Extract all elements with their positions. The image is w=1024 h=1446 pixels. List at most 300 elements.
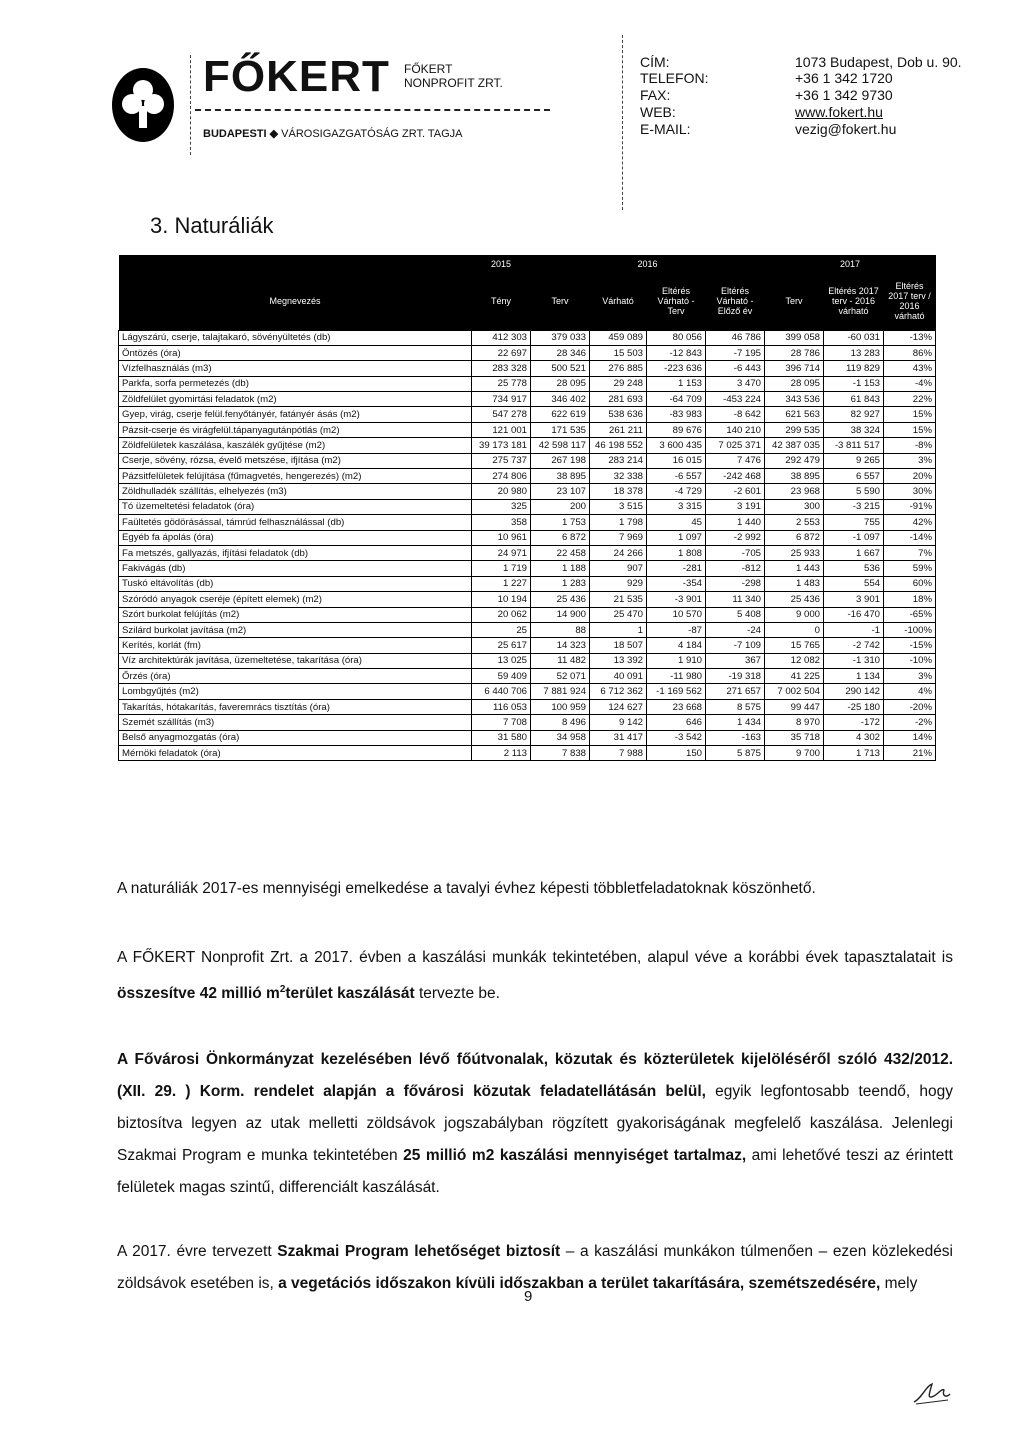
table-row xyxy=(119,484,936,499)
row-value: 276 885 xyxy=(590,361,647,376)
contact-label-email: E-MAIL: xyxy=(640,121,691,137)
row-label: Lombgyűjtés (m2) xyxy=(119,684,472,699)
row-value: -12 843 xyxy=(647,345,706,360)
row-value: -812 xyxy=(706,561,765,576)
header-year-2017: 2017 xyxy=(765,255,936,273)
row-value: -3 901 xyxy=(647,592,706,607)
row-value: 3 901 xyxy=(824,592,884,607)
paragraph-2-bold-2: terület kaszálását xyxy=(285,985,415,1003)
row-value: 42 387 035 xyxy=(765,438,824,453)
row-label: Fakivágás (db) xyxy=(119,561,472,576)
row-value: 28 786 xyxy=(765,345,824,360)
row-value: 1 753 xyxy=(531,515,590,530)
row-value: 621 563 xyxy=(765,407,824,422)
row-value: 100 959 xyxy=(531,699,590,714)
row-value: 622 619 xyxy=(531,407,590,422)
row-value: -3 811 517 xyxy=(824,438,884,453)
row-value: 18 507 xyxy=(590,638,647,653)
row-value: 140 210 xyxy=(706,422,765,437)
row-value: -14% xyxy=(884,530,936,545)
contact-value-phone: +36 1 342 1720 xyxy=(795,70,893,86)
paragraph-3-bold: A Fővárosi Önkormányzat kezelésében lévő főútvonalak, közutak és közterületek kijelöléséről szóló 432/2012. (XII. 29. ) Korm. rendelet alapján a fővárosi közutak feladatellátásán belül, xyxy=(117,1051,953,1100)
row-value: -6 557 xyxy=(647,469,706,484)
contact-value-fax: +36 1 342 9730 xyxy=(795,87,893,103)
paragraph-3-bold-2: 25 millió m2 kaszálási mennyiséget tartalmaz, xyxy=(403,1147,747,1164)
row-value: 45 xyxy=(647,515,706,530)
row-value: 41 225 xyxy=(765,669,824,684)
contact-label-web: WEB: xyxy=(640,104,676,120)
row-value: 59% xyxy=(884,561,936,576)
row-label: Egyéb fa ápolás (óra) xyxy=(119,530,472,545)
row-value: 1 227 xyxy=(472,576,531,591)
row-value: 379 033 xyxy=(531,330,590,345)
row-value: 1 910 xyxy=(647,653,706,668)
row-value: 459 089 xyxy=(590,330,647,345)
row-value: 88 xyxy=(531,622,590,637)
row-value: 3% xyxy=(884,669,936,684)
contact-value-web[interactable]: www.fokert.hu xyxy=(795,104,883,120)
paragraph-2-bold: összesítve 42 millió m xyxy=(117,985,280,1003)
column-header: Várható xyxy=(590,273,647,330)
row-value: -242 468 xyxy=(706,469,765,484)
row-value: 325 xyxy=(472,499,531,514)
table-row xyxy=(119,592,936,607)
row-value: -64 709 xyxy=(647,392,706,407)
row-value: 7% xyxy=(884,545,936,560)
row-value: 86% xyxy=(884,345,936,360)
row-value: 734 917 xyxy=(472,392,531,407)
row-value: -1 153 xyxy=(824,376,884,391)
row-value: 25 470 xyxy=(590,607,647,622)
row-value: 16 015 xyxy=(647,453,706,468)
row-value: 22 458 xyxy=(531,545,590,560)
row-value: 536 xyxy=(824,561,884,576)
row-label: Szemét szállítás (m3) xyxy=(119,715,472,730)
row-value: 538 636 xyxy=(590,407,647,422)
table-row xyxy=(119,638,936,653)
row-value: -1 xyxy=(824,622,884,637)
row-value: 6 557 xyxy=(824,469,884,484)
row-label: Lágyszárú, cserje, talajtakaró, sövényültetés (db) xyxy=(119,330,472,345)
row-value: 500 521 xyxy=(531,361,590,376)
row-value: -60 031 xyxy=(824,330,884,345)
row-value: 1 188 xyxy=(531,561,590,576)
brand-sub-line1: FŐKERT xyxy=(404,62,453,76)
row-value: 8 970 xyxy=(765,715,824,730)
row-value: -3 542 xyxy=(647,730,706,745)
row-value: -354 xyxy=(647,576,706,591)
row-label: Pázsit-cserje és virágfelül.tápanyagutánpótlás (m2) xyxy=(119,422,472,437)
row-value: 412 303 xyxy=(472,330,531,345)
row-value: 4 302 xyxy=(824,730,884,745)
row-value: 7 476 xyxy=(706,453,765,468)
column-header: Megnevezés xyxy=(119,273,472,330)
row-value: 3 315 xyxy=(647,499,706,514)
table-row xyxy=(119,453,936,468)
column-header: Eltérés Várható - Előző év xyxy=(706,273,765,330)
row-value: 4% xyxy=(884,684,936,699)
row-value: -298 xyxy=(706,576,765,591)
brand-subtitle xyxy=(404,62,503,90)
row-value: 7 969 xyxy=(590,530,647,545)
row-value: -223 636 xyxy=(647,361,706,376)
row-value: 89 676 xyxy=(647,422,706,437)
row-value: -7 195 xyxy=(706,345,765,360)
row-value: 3% xyxy=(884,453,936,468)
table-row xyxy=(119,330,936,345)
row-value: 292 479 xyxy=(765,453,824,468)
column-header: Tény xyxy=(472,273,531,330)
row-value: 1 719 xyxy=(472,561,531,576)
header-empty xyxy=(119,255,472,273)
row-value: 1 097 xyxy=(647,530,706,545)
row-value: 7 988 xyxy=(590,746,647,761)
row-value: 38 895 xyxy=(531,469,590,484)
table-row xyxy=(119,345,936,360)
row-label: Kerítés, korlát (fm) xyxy=(119,638,472,653)
paragraph-4-bold: Szakmai Program lehetőséget biztosít xyxy=(277,1243,561,1260)
table-row xyxy=(119,746,936,761)
paragraph-3-text-end: ami lehetővé teszi az érintett felületek magas szintű, differenciált kaszálását. xyxy=(117,1147,953,1196)
row-value: 7 002 504 xyxy=(765,684,824,699)
row-value: 59 409 xyxy=(472,669,531,684)
row-value: 3 515 xyxy=(590,499,647,514)
initials-signature-icon xyxy=(912,1380,952,1406)
row-value: 343 536 xyxy=(765,392,824,407)
row-value: 290 142 xyxy=(824,684,884,699)
row-value: 8 496 xyxy=(531,715,590,730)
row-value: 38 324 xyxy=(824,422,884,437)
column-header: Eltérés 2017 terv - 2016 várható xyxy=(824,273,884,330)
header-dashed-rule xyxy=(195,109,550,111)
row-value: 31 580 xyxy=(472,730,531,745)
row-value: 31 417 xyxy=(590,730,647,745)
header-year-2016: 2016 xyxy=(531,255,765,273)
row-label: Belső anyagmozgatás (óra) xyxy=(119,730,472,745)
row-value: 116 053 xyxy=(472,699,531,714)
row-value: 11 482 xyxy=(531,653,590,668)
row-value: -65% xyxy=(884,607,936,622)
row-value: 1 443 xyxy=(765,561,824,576)
row-value: 24 266 xyxy=(590,545,647,560)
row-value: 10 961 xyxy=(472,530,531,545)
table-row xyxy=(119,669,936,684)
paragraph-2 xyxy=(117,942,953,1010)
row-value: 25 617 xyxy=(472,638,531,653)
row-value: 5 875 xyxy=(706,746,765,761)
row-label: Szórt burkolat felújítás (m2) xyxy=(119,607,472,622)
row-value: -16 470 xyxy=(824,607,884,622)
row-value: 261 211 xyxy=(590,422,647,437)
row-value: 283 214 xyxy=(590,453,647,468)
row-value: 300 xyxy=(765,499,824,514)
contact-label-fax: FAX: xyxy=(640,87,671,103)
row-value: 271 657 xyxy=(706,684,765,699)
row-value: 7 025 371 xyxy=(706,438,765,453)
row-value: -1 169 562 xyxy=(647,684,706,699)
row-value: -87 xyxy=(647,622,706,637)
row-value: 3 600 435 xyxy=(647,438,706,453)
table-row xyxy=(119,438,936,453)
fokert-logo-icon xyxy=(110,66,176,144)
table-row xyxy=(119,561,936,576)
tagline xyxy=(203,127,462,140)
page-number: 9 xyxy=(524,1288,533,1305)
column-header: Terv xyxy=(531,273,590,330)
row-value: 367 xyxy=(706,653,765,668)
row-value: 22 697 xyxy=(472,345,531,360)
paragraph-3 xyxy=(117,1044,953,1204)
row-value: -2 742 xyxy=(824,638,884,653)
tagline-rest: VÁROSIGAZGATÓSÁG ZRT. TAGJA xyxy=(281,128,463,140)
row-label: Parkfa, sorfa permetezés (db) xyxy=(119,376,472,391)
row-value: 7 838 xyxy=(531,746,590,761)
row-value: 15% xyxy=(884,422,936,437)
row-value: 38 895 xyxy=(765,469,824,484)
table-row xyxy=(119,530,936,545)
row-value: 1 153 xyxy=(647,376,706,391)
row-label: Öntözés (óra) xyxy=(119,345,472,360)
row-value: -7 109 xyxy=(706,638,765,653)
row-value: -20% xyxy=(884,699,936,714)
table-row xyxy=(119,607,936,622)
row-value: 11 340 xyxy=(706,592,765,607)
row-value: 82 927 xyxy=(824,407,884,422)
row-label: Tuskó eltávolítás (db) xyxy=(119,576,472,591)
row-value: 554 xyxy=(824,576,884,591)
row-value: 46 786 xyxy=(706,330,765,345)
row-value: 929 xyxy=(590,576,647,591)
row-value: -172 xyxy=(824,715,884,730)
row-value: 13 283 xyxy=(824,345,884,360)
row-value: 99 447 xyxy=(765,699,824,714)
row-value: 3 191 xyxy=(706,499,765,514)
row-value: 7 881 924 xyxy=(531,684,590,699)
table-row xyxy=(119,469,936,484)
row-value: 12 082 xyxy=(765,653,824,668)
table-row xyxy=(119,699,936,714)
row-label: Vízfelhasználás (m3) xyxy=(119,361,472,376)
row-value: -8% xyxy=(884,438,936,453)
row-value: 2 113 xyxy=(472,746,531,761)
row-value: 43% xyxy=(884,361,936,376)
row-value: -4% xyxy=(884,376,936,391)
header-year-2015: 2015 xyxy=(472,255,531,273)
row-value: 39 173 181 xyxy=(472,438,531,453)
row-value: 23 107 xyxy=(531,484,590,499)
row-value: 42 598 117 xyxy=(531,438,590,453)
table-row xyxy=(119,653,936,668)
row-value: 60% xyxy=(884,576,936,591)
row-label: Szilárd burkolat javítása (m2) xyxy=(119,622,472,637)
row-value: 14% xyxy=(884,730,936,745)
row-value: 646 xyxy=(647,715,706,730)
row-value: 150 xyxy=(647,746,706,761)
row-value: 9 265 xyxy=(824,453,884,468)
brand-sub-line2: NONPROFIT ZRT. xyxy=(404,76,503,90)
table-row xyxy=(119,361,936,376)
row-value: 1 798 xyxy=(590,515,647,530)
row-value: -4 729 xyxy=(647,484,706,499)
row-value: -705 xyxy=(706,545,765,560)
row-value: -163 xyxy=(706,730,765,745)
paragraph-4-text-2: – a kaszálási munkákon túlmenően – ezen közlekedési zöldsávok esetében is, xyxy=(117,1243,954,1292)
row-value: 18 378 xyxy=(590,484,647,499)
table-row xyxy=(119,684,936,699)
row-label: Zöldhulladék szállítás, elhelyezés (m3) xyxy=(119,484,472,499)
column-header: Eltérés 2017 terv / 2016 várható xyxy=(884,273,936,330)
row-value: 22% xyxy=(884,392,936,407)
row-label: Zöldfelület gyomirtási feladatok (m2) xyxy=(119,392,472,407)
row-label: Őrzés (óra) xyxy=(119,669,472,684)
column-header: Terv xyxy=(765,273,824,330)
row-label: Víz architektúrák javítása, üzemeltetése, takarítása (óra) xyxy=(119,653,472,668)
row-value: 7 708 xyxy=(472,715,531,730)
row-value: 274 806 xyxy=(472,469,531,484)
row-value: 28 095 xyxy=(765,376,824,391)
row-value: -3 215 xyxy=(824,499,884,514)
row-value: -2 992 xyxy=(706,530,765,545)
row-value: 9 000 xyxy=(765,607,824,622)
row-value: -8 642 xyxy=(706,407,765,422)
table-row xyxy=(119,422,936,437)
row-value: 0 xyxy=(765,622,824,637)
row-value: 8 575 xyxy=(706,699,765,714)
table-row xyxy=(119,622,936,637)
row-value: 14 900 xyxy=(531,607,590,622)
row-value: 10 194 xyxy=(472,592,531,607)
row-value: 171 535 xyxy=(531,422,590,437)
row-value: 1 808 xyxy=(647,545,706,560)
contact-label-address: CÍM: xyxy=(640,54,670,70)
row-value: 1 667 xyxy=(824,545,884,560)
row-value: 2 553 xyxy=(765,515,824,530)
row-value: 46 198 552 xyxy=(590,438,647,453)
row-value: 358 xyxy=(472,515,531,530)
row-value: -281 xyxy=(647,561,706,576)
row-value: 80 056 xyxy=(647,330,706,345)
contact-value-email[interactable]: vezig@fokert.hu xyxy=(795,121,897,137)
row-value: 20 062 xyxy=(472,607,531,622)
row-value: 25 xyxy=(472,622,531,637)
table-row xyxy=(119,392,936,407)
row-value: 124 627 xyxy=(590,699,647,714)
row-value: -15% xyxy=(884,638,936,653)
row-value: 15 765 xyxy=(765,638,824,653)
row-value: -6 443 xyxy=(706,361,765,376)
row-value: 23 668 xyxy=(647,699,706,714)
paragraph-4 xyxy=(117,1236,953,1300)
row-value: -1 097 xyxy=(824,530,884,545)
column-header: Eltérés Várható - Terv xyxy=(647,273,706,330)
row-value: -24 xyxy=(706,622,765,637)
row-value: 34 958 xyxy=(531,730,590,745)
table-body xyxy=(119,330,936,761)
row-value: 9 700 xyxy=(765,746,824,761)
row-value: 32 338 xyxy=(590,469,647,484)
row-value: 42% xyxy=(884,515,936,530)
row-value: 23 968 xyxy=(765,484,824,499)
header-divider-left xyxy=(190,55,191,155)
row-value: 299 535 xyxy=(765,422,824,437)
row-value: 25 436 xyxy=(531,592,590,607)
row-label: Zöldfelületek kaszálása, kaszálék gyűjtése (m2) xyxy=(119,438,472,453)
row-value: 20 980 xyxy=(472,484,531,499)
row-value: 28 095 xyxy=(531,376,590,391)
row-label: Cserje, sövény, rózsa, évelő metszése, ifjítása (m2) xyxy=(119,453,472,468)
row-value: 1 283 xyxy=(531,576,590,591)
row-label: Mérnöki feladatok (óra) xyxy=(119,746,472,761)
row-value: 35 718 xyxy=(765,730,824,745)
row-value: 15% xyxy=(884,407,936,422)
paragraph-3-text: egyik legfontosabb teendő, hogy biztosítva legyen az utak melletti zöldsávok jogszabályban rögzített gyakoriságának megfelelő kaszálása. Jelenlegi Szakmai Program e munka tekintetében xyxy=(117,1083,953,1164)
row-value: 9 142 xyxy=(590,715,647,730)
row-value: -1 310 xyxy=(824,653,884,668)
header-divider-right xyxy=(622,35,623,210)
bvh-mark-icon: ◆ xyxy=(269,128,279,140)
row-value: 547 278 xyxy=(472,407,531,422)
row-value: 1 713 xyxy=(824,746,884,761)
row-value: 5 590 xyxy=(824,484,884,499)
row-value: 6 440 706 xyxy=(472,684,531,699)
row-value: -2% xyxy=(884,715,936,730)
table-row xyxy=(119,515,936,530)
row-value: 21% xyxy=(884,746,936,761)
row-value: 6 872 xyxy=(765,530,824,545)
row-value: 21 535 xyxy=(590,592,647,607)
table-row xyxy=(119,576,936,591)
row-value: 5 408 xyxy=(706,607,765,622)
row-value: 267 198 xyxy=(531,453,590,468)
row-value: -83 983 xyxy=(647,407,706,422)
table-row xyxy=(119,730,936,745)
table-row xyxy=(119,376,936,391)
row-value: 25 436 xyxy=(765,592,824,607)
row-value: 755 xyxy=(824,515,884,530)
naturaliak-table xyxy=(118,255,936,761)
row-label: Szóródó anyagok cseréje (épített elemek) (m2) xyxy=(119,592,472,607)
row-value: -10% xyxy=(884,653,936,668)
row-value: 29 248 xyxy=(590,376,647,391)
row-value: 1 xyxy=(590,622,647,637)
row-value: -2 601 xyxy=(706,484,765,499)
row-value: 18% xyxy=(884,592,936,607)
row-value: 25 933 xyxy=(765,545,824,560)
row-value: 6 872 xyxy=(531,530,590,545)
row-label: Pázsitfelületek felújítása (fűmagvetés, hengerezés) (m2) xyxy=(119,469,472,484)
paragraph-1: A naturáliák 2017-es mennyiségi emelkedése a tavalyi évhez képesti többletfeladatoknak köszönhető. xyxy=(117,880,816,897)
row-value: 3 470 xyxy=(706,376,765,391)
row-value: -11 980 xyxy=(647,669,706,684)
section-title: 3. Naturáliák xyxy=(150,213,274,238)
row-value: -100% xyxy=(884,622,936,637)
row-value: 283 328 xyxy=(472,361,531,376)
row-value: -13% xyxy=(884,330,936,345)
paragraph-2-text-end: tervezte be. xyxy=(414,985,500,1003)
row-value: 13 025 xyxy=(472,653,531,668)
row-value: -25 180 xyxy=(824,699,884,714)
paragraph-4-text: A 2017. évre tervezett xyxy=(117,1243,278,1260)
row-value: 346 402 xyxy=(531,392,590,407)
row-value: 20% xyxy=(884,469,936,484)
row-value: 30% xyxy=(884,484,936,499)
row-value: 25 778 xyxy=(472,376,531,391)
row-value: 275 737 xyxy=(472,453,531,468)
row-value: 61 843 xyxy=(824,392,884,407)
brand-name: FŐKERT xyxy=(203,52,390,101)
row-label: Gyep, virág, cserje felül.fenyőtányér, fatányér ásás (m2) xyxy=(119,407,472,422)
table-row xyxy=(119,407,936,422)
